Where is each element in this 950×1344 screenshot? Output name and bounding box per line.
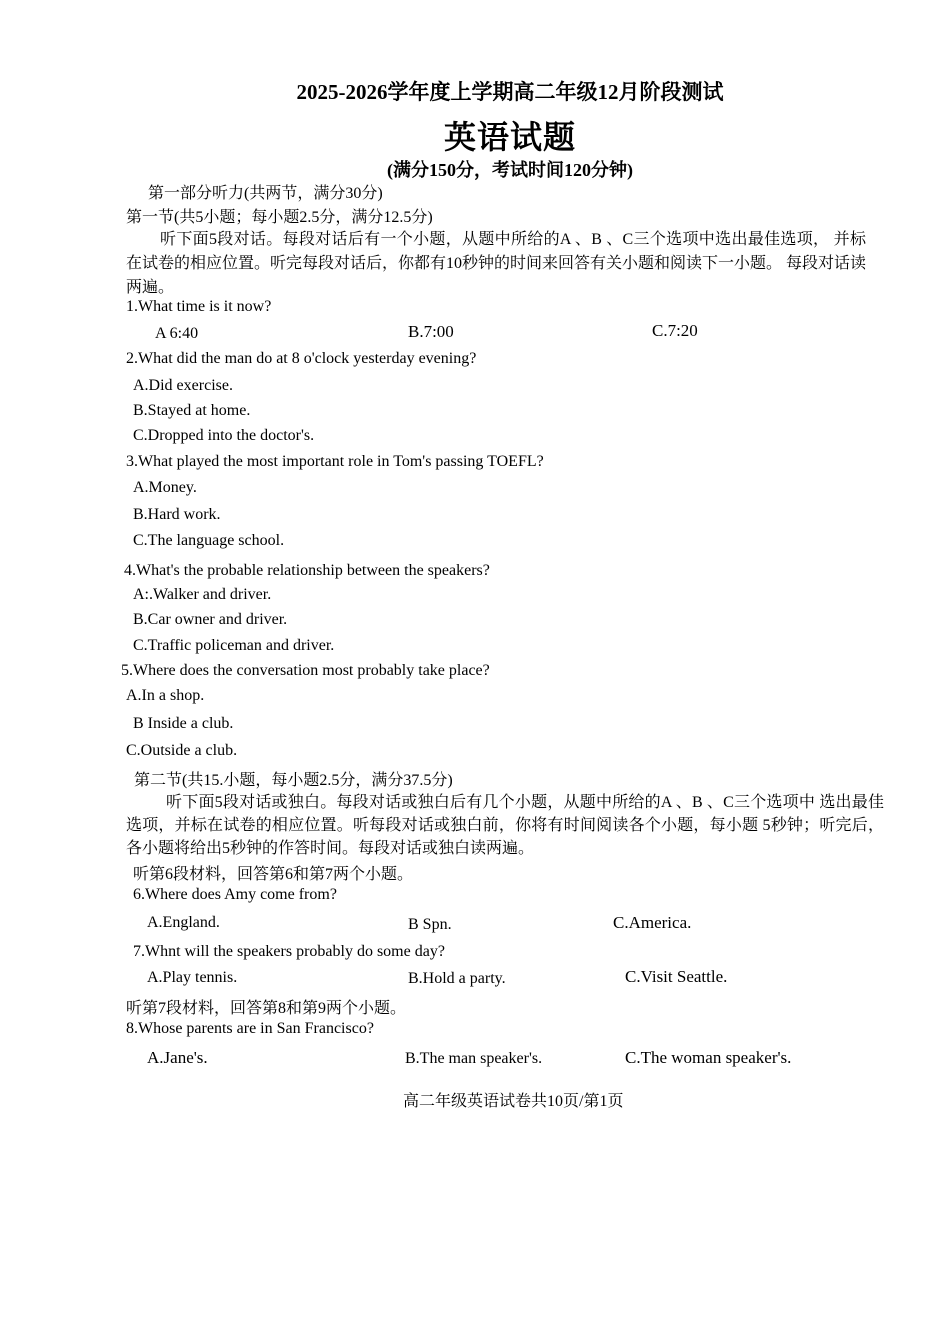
option-b: B.Stayed at home. <box>133 402 251 419</box>
question-stem: 1.What time is it now? <box>126 298 272 315</box>
option-c: C.Visit Seattle. <box>625 967 728 986</box>
option-a: A.Money. <box>133 479 197 496</box>
option-c: C.America. <box>613 913 692 932</box>
option-a: A.England. <box>147 914 220 931</box>
material-7-intro: 听第7段材料，回答第8和第9两个小题。 <box>126 1000 407 1017</box>
option-b: B.Car owner and driver. <box>133 611 288 628</box>
section2-instructions: 听下面5段对话或独白。每段对话或独白后有几个小题，从题中所给的A 、B 、C三个选项中 选出最佳选项，并标在试卷的相应位置。听每段对话或独白前，你将有时间阅读各个小题，每小题 5秒钟；听完后，各小题将给出5秒钟的作答时间。每段对话或独白读两遍。 <box>126 794 884 857</box>
question-stem: 5.Where does the conversation most probably take place? <box>121 662 490 679</box>
option-b: B.Hard work. <box>133 506 221 523</box>
question-stem: 2.What did the man do at 8 o'clock yesterday evening? <box>126 350 477 367</box>
option-a: A.Play tennis. <box>147 969 238 986</box>
option-a: A:.Walker and driver. <box>133 586 272 603</box>
question-stem: 4.What's the probable relationship between the speakers? <box>124 562 490 579</box>
option-a: A 6:40 <box>155 325 199 342</box>
question-stem: 7.Whnt will the speakers probably do some day? <box>133 943 445 960</box>
option-c: C.7:20 <box>652 321 698 340</box>
option-c: C.Traffic policeman and driver. <box>133 637 335 654</box>
material-6-intro: 听第6段材料，回答第6和第7两个小题。 <box>133 866 414 883</box>
option-b: B Inside a club. <box>133 715 234 732</box>
question-stem: 3.What played the most important role in Tom's passing TOEFL? <box>126 453 544 470</box>
page-footer: 高二年级英语试卷共10页/第1页 <box>403 1093 624 1110</box>
option-b: B.The man speaker's. <box>405 1050 543 1067</box>
part1-heading: 第一部分听力(共两节，满分30分) <box>148 185 383 202</box>
option-c: C.Outside a club. <box>126 742 238 759</box>
option-c: C.The language school. <box>133 532 285 549</box>
question-stem: 8.Whose parents are in San Francisco? <box>126 1020 374 1037</box>
option-b: B Spn. <box>408 916 452 933</box>
option-c: C.The woman speaker's. <box>625 1048 792 1067</box>
option-a: A.Did exercise. <box>133 377 233 394</box>
section2-heading: 第二节(共15.小题，每小题2.5分，满分37.5分) <box>134 772 453 789</box>
section1-heading: 第一节(共5小题；每小题2.5分，满分12.5分) <box>126 209 433 226</box>
exam-info: (满分150分，考试时间120分钟) <box>387 160 633 180</box>
section1-instructions: 听下面5段对话。每段对话后有一个小题，从题中所给的A 、B 、C三个选项中选出最佳选项， 并标在试卷的相应位置。听完每段对话后，你都有10秒钟的时间来回答有关小题和阅读下一小题。 每段对话读两遍。 <box>126 231 867 296</box>
option-a: A.In a shop. <box>126 687 205 704</box>
subject-title: 英语试题 <box>443 119 576 155</box>
question-stem: 6.Where does Amy come from? <box>133 886 337 903</box>
exam-title: 2025-2026学年度上学期高二年级12月阶段测试 <box>296 80 724 104</box>
option-a: A.Jane's. <box>147 1048 208 1067</box>
option-c: C.Dropped into the doctor's. <box>133 427 315 444</box>
option-b: B.Hold a party. <box>408 970 506 987</box>
option-b: B.7:00 <box>408 322 454 341</box>
